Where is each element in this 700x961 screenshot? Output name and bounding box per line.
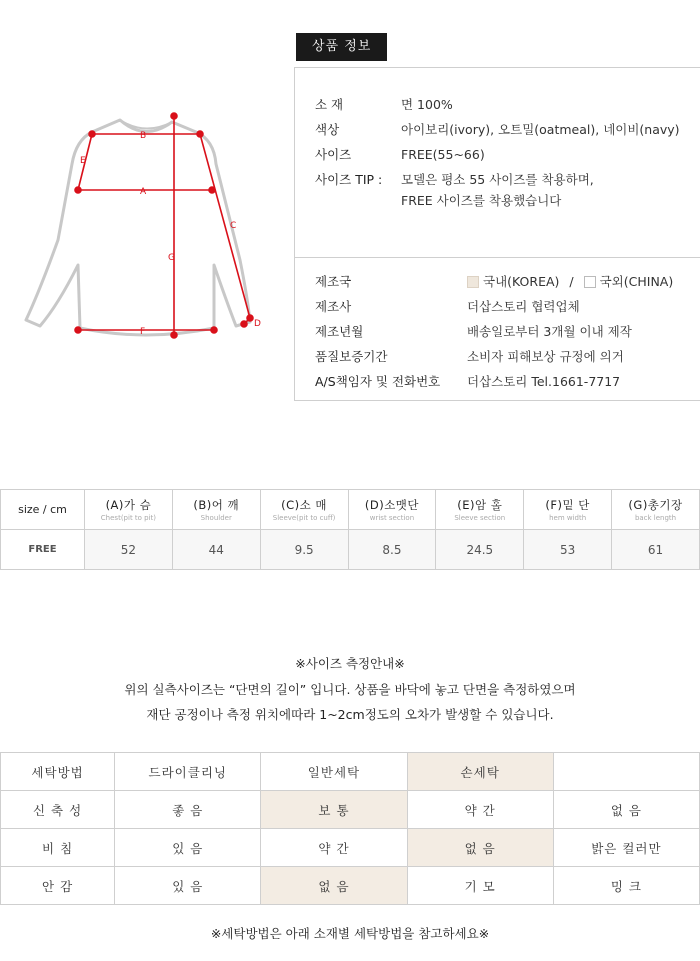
mfg-row-as — [315, 369, 673, 394]
spec-value: 모델은 평소 55 사이즈를 착용하며, — [401, 172, 594, 187]
wash-row-lining — [1, 867, 700, 905]
spec-row-color — [315, 117, 680, 142]
col-sub: Sleeve(pit to cuff) — [272, 514, 336, 522]
mfg-row-date — [315, 319, 673, 344]
size-row-label: FREE — [1, 530, 85, 570]
size-value: 53 — [524, 530, 612, 570]
spec-value: FREE(55~66) — [401, 147, 485, 162]
mfg-row-warranty — [315, 344, 673, 369]
label-a: A — [140, 187, 147, 197]
wash-cell: 밝은 컬러만 — [553, 829, 699, 867]
measure-point — [211, 327, 217, 333]
wash-cell: 있 음 — [115, 867, 261, 905]
measure-point — [241, 321, 247, 327]
wash-table — [0, 752, 700, 905]
spec-label: 소 재 — [315, 97, 344, 112]
wash-row-sheer — [1, 829, 700, 867]
checkbox-korea — [467, 276, 479, 288]
measure-point — [209, 187, 215, 193]
col-sub: Sleeve section — [454, 514, 506, 522]
size-table-corner: size / cm — [1, 490, 85, 530]
wash-cell: 약 간 — [407, 791, 553, 829]
wash-notice: ※세탁방법은 아래 소재별 세탁방법을 참고하세요※ — [210, 926, 490, 941]
mfg-label: 제조년월 — [315, 324, 364, 339]
wash-cell: 약 간 — [261, 829, 407, 867]
garment-diagram — [0, 90, 290, 370]
col-sub: Chest(pit to pit) — [100, 514, 157, 522]
spec-row-size-tip — [315, 167, 680, 192]
mfg-value — [467, 269, 673, 294]
col-main: (D)소맷단 — [364, 498, 420, 512]
mfg-label: A/S책임자 및 전화번호 — [315, 374, 441, 389]
col-sub: wrist section — [369, 514, 415, 522]
size-notice-line2: 재단 공정이나 측정 위치에따라 1~2cm정도의 오차가 발생할 수 있습니다. — [146, 707, 554, 722]
label-g: G — [168, 253, 175, 263]
mfg-row-country — [315, 269, 673, 294]
spec-value: 아이보리(ivory), 오트밀(oatmeal), 네이비(navy) — [401, 122, 680, 137]
spec-value: 면 100% — [401, 97, 453, 112]
measure-point — [171, 332, 177, 338]
size-value: 9.5 — [260, 530, 348, 570]
spec-tip-continuation: FREE 사이즈를 착용했습니다 — [401, 193, 562, 208]
label-e: E — [80, 156, 86, 166]
size-col-header — [85, 490, 173, 530]
col-sub: Shoulder — [200, 514, 232, 522]
measure-point — [75, 327, 81, 333]
wash-cell: 좋 음 — [115, 791, 261, 829]
country-china: 국외(CHINA) — [599, 274, 674, 289]
wash-cell-selected: 없 음 — [407, 829, 553, 867]
size-value: 8.5 — [348, 530, 436, 570]
spec-row-size — [315, 142, 680, 167]
mfg-value: 더삽스토리 협력업체 — [467, 299, 580, 314]
size-col-header — [524, 490, 612, 530]
country-korea: 국내(KOREA) — [483, 274, 560, 289]
mfg-label: 제조사 — [315, 299, 352, 314]
country-separator: / — [569, 274, 574, 289]
manufacture-list — [315, 269, 673, 394]
measure-point — [197, 131, 203, 137]
wash-cell — [553, 753, 699, 791]
size-notice-line1: 위의 실측사이즈는 “단면의 길이” 입니다. 상품을 바닥에 놓고 단면을 측정하였으며 — [124, 682, 576, 697]
col-main: (A)가 슴 — [105, 498, 152, 512]
col-main: (B)어 깨 — [193, 498, 240, 512]
col-sub: back length — [634, 514, 677, 522]
wash-row-label: 안 감 — [1, 867, 115, 905]
size-table-header — [1, 490, 700, 530]
size-col-header — [348, 490, 436, 530]
wash-cell: 있 음 — [115, 829, 261, 867]
wash-cell: 일반세탁 — [261, 753, 407, 791]
mfg-value: 더삽스토리 Tel.1661-7717 — [467, 374, 621, 389]
size-value: 44 — [172, 530, 260, 570]
wash-cell: 없 음 — [553, 791, 699, 829]
size-value: 24.5 — [436, 530, 524, 570]
label-c: C — [230, 221, 237, 231]
spec-list — [315, 92, 680, 214]
spec-row-material — [315, 92, 680, 117]
col-main: (E)암 홀 — [457, 498, 503, 512]
size-table — [0, 489, 700, 570]
label-f: F — [140, 327, 146, 337]
col-main: (C)소 매 — [281, 498, 328, 512]
label-b: B — [140, 131, 147, 141]
col-main: (F)밑 단 — [545, 498, 590, 512]
measure-point — [75, 187, 81, 193]
mfg-label: 제조국 — [315, 274, 352, 289]
measure-point — [89, 131, 95, 137]
size-col-header — [260, 490, 348, 530]
spec-label: 색상 — [315, 122, 340, 137]
wash-cell-selected: 보 통 — [261, 791, 407, 829]
measure-point — [171, 113, 177, 119]
size-notice-title: ※사이즈 측정안내※ — [295, 656, 405, 671]
wash-cell-selected: 손세탁 — [407, 753, 553, 791]
label-d: D — [254, 319, 261, 329]
garment-outline — [26, 120, 250, 335]
wash-row-method — [1, 753, 700, 791]
size-col-header — [612, 490, 700, 530]
size-value: 61 — [612, 530, 700, 570]
col-sub: hem width — [549, 514, 587, 522]
size-col-header — [436, 490, 524, 530]
wash-cell-selected: 없 음 — [261, 867, 407, 905]
spec-label: 사이즈 — [315, 147, 352, 162]
spec-label: 사이즈 TIP : — [315, 172, 383, 187]
product-info-box — [294, 67, 700, 401]
wash-cell: 드라이클리닝 — [115, 753, 261, 791]
info-divider — [295, 257, 700, 258]
measure-point — [247, 315, 253, 321]
checkbox-china — [584, 276, 596, 288]
wash-row-stretch — [1, 791, 700, 829]
wash-row-label: 세탁방법 — [1, 753, 115, 791]
size-col-header — [172, 490, 260, 530]
size-table-row — [1, 530, 700, 570]
wash-cell: 기 모 — [407, 867, 553, 905]
mfg-row-maker — [315, 294, 673, 319]
size-value: 52 — [85, 530, 173, 570]
mfg-value: 소비자 피해보상 규정에 의거 — [467, 349, 624, 364]
product-info-title: 상품 정보 — [296, 33, 387, 61]
mfg-label: 품질보증기간 — [315, 349, 388, 364]
col-main: (G)총기장 — [628, 498, 683, 512]
mfg-value: 배송일로부터 3개월 이내 제작 — [467, 324, 632, 339]
wash-row-label: 비 침 — [1, 829, 115, 867]
wash-row-label: 신 축 성 — [1, 791, 115, 829]
wash-cell: 밍 크 — [553, 867, 699, 905]
